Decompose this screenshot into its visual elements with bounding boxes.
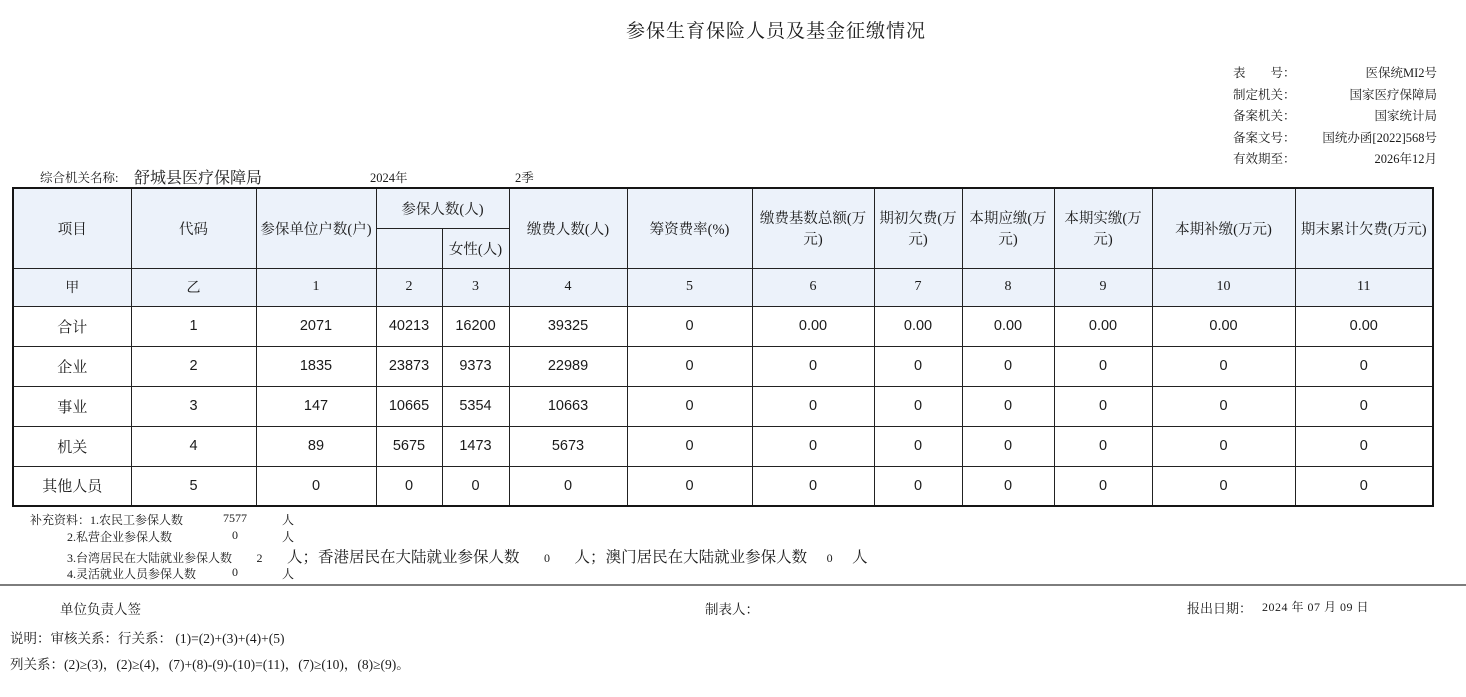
- col-header-rate: 筹资费率(%): [627, 188, 752, 268]
- code-cell: 7: [874, 268, 962, 306]
- value-cell: 147: [256, 386, 376, 426]
- supplement-block: [30, 511, 950, 582]
- col-header-arrears-begin: 期初欠费(万元): [874, 188, 962, 268]
- row-label-cell: 其他人员: [13, 466, 131, 506]
- info-bar: [0, 166, 1466, 188]
- meta-value: 2026年12月: [1374, 152, 1437, 166]
- code-cell: 11: [1295, 268, 1433, 306]
- value-cell: 0: [1152, 386, 1295, 426]
- supplement-value: 0: [232, 565, 238, 579]
- meta-value: 医保统MI2号: [1365, 66, 1437, 80]
- value-cell: 0: [752, 426, 874, 466]
- value-cell: 0: [1054, 466, 1152, 506]
- supplement-value-hk: 0: [544, 551, 551, 565]
- value-cell: 0.00: [1054, 306, 1152, 346]
- supplement-text: 2.私营企业参保人数: [67, 530, 173, 544]
- value-cell: 0: [1054, 346, 1152, 386]
- row-label-cell: 事业: [13, 386, 131, 426]
- supplement-label: 补充资料：: [30, 513, 91, 527]
- value-cell: 0.00: [962, 306, 1054, 346]
- value-cell: 0: [874, 466, 962, 506]
- code-cell: 甲: [13, 268, 131, 306]
- code-cell: 6: [752, 268, 874, 306]
- value-cell: 0: [1152, 426, 1295, 466]
- col-header-code: 代码: [131, 188, 256, 268]
- value-cell: 0: [627, 346, 752, 386]
- value-cell: 10663: [509, 386, 627, 426]
- row-label-cell: 机关: [13, 426, 131, 466]
- supplement-unit: 人；: [287, 549, 319, 566]
- col-header-base-total: 缴费基数总额(万元): [752, 188, 874, 268]
- value-cell: 0: [1152, 466, 1295, 506]
- meta-row-filing-agency: [1233, 106, 1437, 128]
- value-cell: 5675: [376, 426, 442, 466]
- value-cell: 0: [442, 466, 509, 506]
- value-cell: 2: [131, 346, 256, 386]
- period-year: 2024年: [370, 171, 408, 185]
- col-header-supplement-paid: 本期补缴(万元): [1152, 188, 1295, 268]
- col-header-units: 参保单位户数(户): [256, 188, 376, 268]
- value-cell: 0: [1054, 386, 1152, 426]
- value-cell: 0: [962, 466, 1054, 506]
- meta-label: 制定机关：: [1233, 87, 1296, 102]
- value-cell: 89: [256, 426, 376, 466]
- meta-label: 表 号：: [1233, 66, 1296, 80]
- column-code-row: [13, 268, 1433, 306]
- value-cell: 39325: [509, 306, 627, 346]
- supplement-text: 1.农民工参保人数: [90, 513, 184, 527]
- value-cell: 0: [1295, 466, 1433, 506]
- meta-value: 国家统计局: [1374, 109, 1437, 123]
- value-cell: 0: [1295, 386, 1433, 426]
- supplement-line-4: [30, 565, 950, 582]
- value-cell: 4: [131, 426, 256, 466]
- supplement-value: 2: [256, 551, 263, 565]
- value-cell: 0: [627, 426, 752, 466]
- value-cell: 0: [874, 386, 962, 426]
- value-cell: 0: [509, 466, 627, 506]
- code-cell: 2: [376, 268, 442, 306]
- meta-value: 国家医疗保障局: [1349, 87, 1437, 102]
- value-cell: 0: [376, 466, 442, 506]
- value-cell: 22989: [509, 346, 627, 386]
- supplement-unit: 人: [282, 530, 295, 544]
- org-name-value: 舒城县医疗保障局: [134, 170, 263, 187]
- notes-column-relation: 列关系：(2)≥(3)，(2)≥(4)，(7)+(8)-(9)-(10)=(11)，(7)≥(10)，(8)≥(9)。: [10, 657, 410, 672]
- table-row: [13, 466, 1433, 506]
- value-cell: 0: [874, 426, 962, 466]
- value-cell: 0: [962, 386, 1054, 426]
- value-cell: 0: [627, 466, 752, 506]
- value-cell: 0: [962, 426, 1054, 466]
- supplement-text: 3.台湾居民在大陆就业参保人数: [67, 551, 233, 565]
- value-cell: 0: [874, 346, 962, 386]
- value-cell: 0: [627, 386, 752, 426]
- code-cell: 乙: [131, 268, 256, 306]
- col-header-payers: 缴费人数(人): [509, 188, 627, 268]
- meta-value: 国统办函[2022]568号: [1322, 130, 1437, 145]
- value-cell: 2071: [256, 306, 376, 346]
- report-date-label: 报出日期：: [1187, 601, 1253, 616]
- value-cell: 0: [627, 306, 752, 346]
- table-row: [13, 426, 1433, 466]
- code-cell: 3: [442, 268, 509, 306]
- preparer-label: 制表人：: [705, 602, 759, 617]
- meta-row-table-number: [1233, 63, 1437, 85]
- supplement-value-macau: 0: [826, 551, 833, 565]
- value-cell: 5: [131, 466, 256, 506]
- code-cell: 9: [1054, 268, 1152, 306]
- value-cell: 0: [962, 346, 1054, 386]
- value-cell: 1835: [256, 346, 376, 386]
- col-header-item: 项目: [13, 188, 131, 268]
- row-label-cell: 企业: [13, 346, 131, 386]
- row-label-cell: 合计: [13, 306, 131, 346]
- supplement-value: 7577: [223, 511, 247, 525]
- footer-bar: [0, 598, 1466, 618]
- supplement-line-1: [30, 511, 950, 528]
- supplement-unit: 人: [852, 549, 868, 566]
- value-cell: 0: [1152, 346, 1295, 386]
- meta-block: [1233, 63, 1437, 171]
- value-cell: 5354: [442, 386, 509, 426]
- col-header-insured-group: 参保人数(人): [376, 188, 509, 228]
- value-cell: 0: [1295, 346, 1433, 386]
- meta-label: 备案机关：: [1233, 109, 1296, 123]
- value-cell: 0: [752, 386, 874, 426]
- value-cell: 0: [1054, 426, 1152, 466]
- code-cell: 4: [509, 268, 627, 306]
- notes-row-relation: 说明：审核关系：行关系： (1)=(2)+(3)+(4)+(5): [10, 631, 285, 646]
- table-header: [13, 188, 1433, 306]
- table-row: [13, 346, 1433, 386]
- value-cell: 1473: [442, 426, 509, 466]
- insured-group-filler-cell: [376, 228, 442, 268]
- org-name-label: 综合机关名称:: [40, 171, 119, 185]
- page-title: 参保生育保险人员及基金征缴情况: [625, 21, 926, 42]
- period-quarter: 2季: [515, 171, 534, 185]
- value-cell: 0.00: [752, 306, 874, 346]
- col-header-arrears-end: 期末累计欠费(万元): [1295, 188, 1433, 268]
- meta-label: 备案文号：: [1233, 130, 1296, 145]
- value-cell: 0: [752, 346, 874, 386]
- value-cell: 1: [131, 306, 256, 346]
- code-cell: 1: [256, 268, 376, 306]
- supplement-value: 0: [232, 528, 238, 542]
- value-cell: 5673: [509, 426, 627, 466]
- code-cell: 8: [962, 268, 1054, 306]
- value-cell: 9373: [442, 346, 509, 386]
- report-date-value: 2024 年 07 月 09 日: [1262, 600, 1370, 614]
- code-cell: 5: [627, 268, 752, 306]
- value-cell: 3: [131, 386, 256, 426]
- table-row: [13, 306, 1433, 346]
- supplement-text-hk: 香港居民在大陆就业参保人数: [318, 549, 520, 566]
- code-cell: 10: [1152, 268, 1295, 306]
- col-header-female: 女性(人): [442, 228, 509, 268]
- value-cell: 0.00: [1152, 306, 1295, 346]
- value-cell: 40213: [376, 306, 442, 346]
- horizontal-divider: [0, 584, 1466, 586]
- col-header-payable: 本期应缴(万元): [962, 188, 1054, 268]
- meta-row-issuer: [1233, 85, 1437, 107]
- value-cell: 10665: [376, 386, 442, 426]
- main-data-table: [12, 187, 1434, 507]
- value-cell: 0: [752, 466, 874, 506]
- supplement-unit: 人: [282, 513, 295, 527]
- value-cell: 0: [256, 466, 376, 506]
- supplement-unit: 人: [282, 567, 295, 581]
- supplement-text: 4.灵活就业人员参保人数: [67, 567, 197, 581]
- value-cell: 0.00: [874, 306, 962, 346]
- meta-label: 有效期至：: [1233, 152, 1296, 166]
- value-cell: 23873: [376, 346, 442, 386]
- col-header-paid: 本期实缴(万元): [1054, 188, 1152, 268]
- header-row-1: [13, 188, 1433, 228]
- value-cell: 16200: [442, 306, 509, 346]
- meta-row-filing-doc: [1233, 128, 1437, 150]
- supplement-line-3: [30, 545, 950, 565]
- supplement-line-2: [30, 528, 950, 545]
- table-row: [13, 386, 1433, 426]
- table-body: [13, 306, 1433, 506]
- supplement-unit: 人；: [574, 549, 606, 566]
- value-cell: 0: [1295, 426, 1433, 466]
- supplement-text-macau: 澳门居民在大陆就业参保人数: [605, 549, 808, 566]
- signer-label: 单位负责人签: [60, 602, 141, 617]
- value-cell: 0.00: [1295, 306, 1433, 346]
